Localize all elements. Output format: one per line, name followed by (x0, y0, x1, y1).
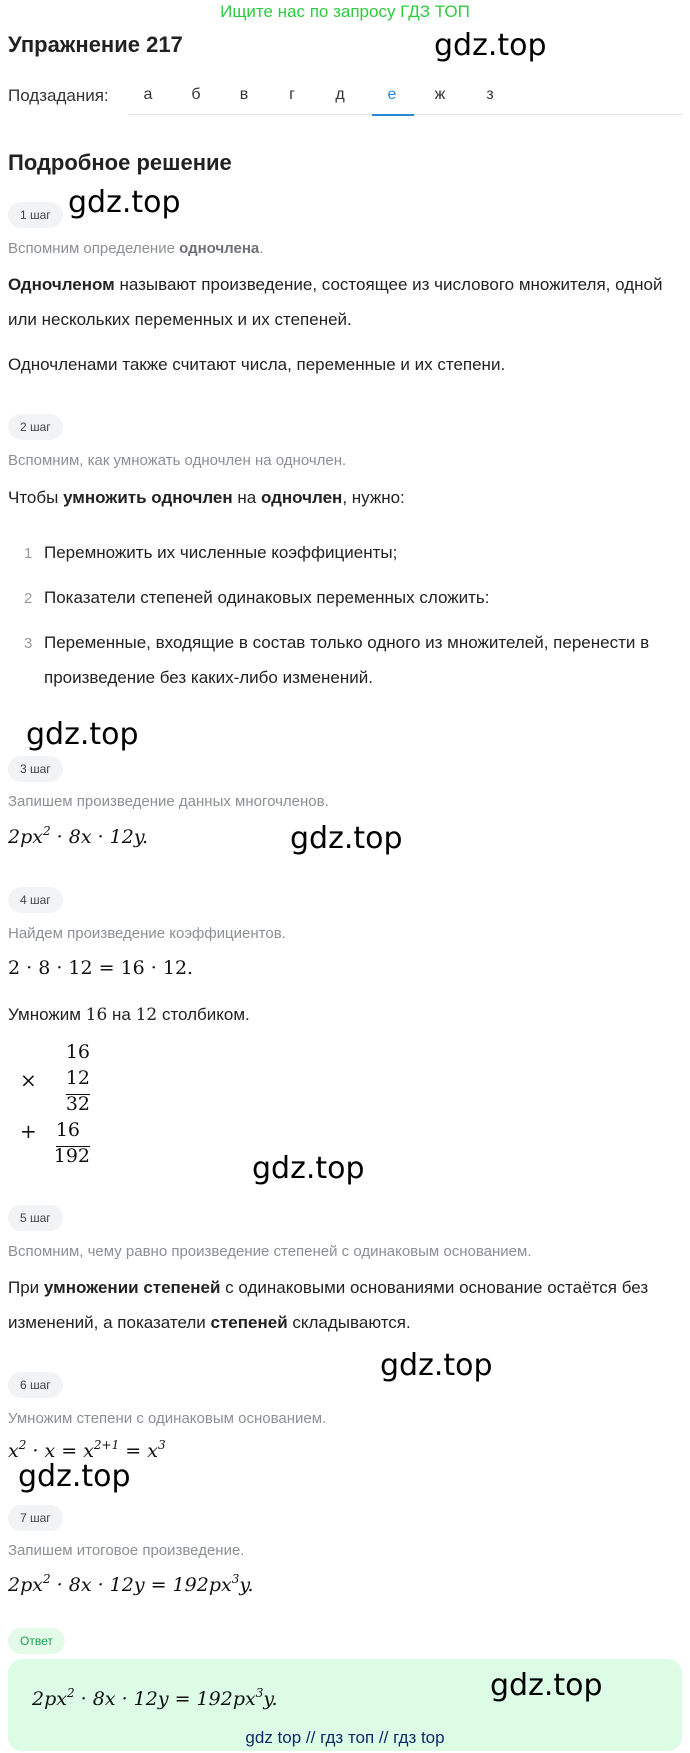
watermark: gdz.top (26, 717, 139, 752)
tab-g[interactable]: г (289, 86, 295, 103)
column-number: 12 (65, 1067, 90, 1089)
column-number: 16 (65, 1041, 90, 1063)
list-item: Перемножить их численные коэффициенты; (44, 543, 398, 562)
column-number: 16 (55, 1119, 80, 1141)
answer-expression: $2px^2 \cdot 8x \cdot 12y = 192px^3y$. (32, 1686, 278, 1710)
column-number: 192 (53, 1145, 90, 1167)
list-number: 2 (24, 590, 33, 607)
list-item: Переменные, входящие в состав только одного из множителей, перенести в произведение без каких-либо изменений. (44, 633, 650, 687)
watermark: gdz.top (434, 28, 547, 63)
tab-d[interactable]: д (335, 86, 345, 103)
paragraph: Одночленами также считают числа, переменные и их степени. (8, 355, 506, 374)
step-chip: 5 шаг (8, 1205, 63, 1231)
tab-b[interactable]: б (191, 86, 201, 103)
list-number: 3 (24, 635, 33, 652)
math-expression: $x^2 \cdot x = x^{2+1} = x^3$ (8, 1438, 166, 1462)
paragraph: Чтобы умножить одночлен на одночлен, нужно: (8, 488, 405, 507)
list-item: Показатели степеней одинаковых переменных сложить: (44, 588, 490, 607)
definition-paragraph: Одночленом называют произведение, состоящее из числового множителя, одной или нескольких переменных и их степеней. (8, 275, 663, 329)
math-expression: 2 · 8 · 12 = 16 · 12. (8, 957, 194, 979)
step-chip: 1 шаг (8, 202, 63, 228)
step-note: Вспомним, как умножать одночлен на одночлен. (8, 452, 347, 469)
watermark: gdz.top (380, 1348, 493, 1383)
plus-sign: + (20, 1119, 37, 1143)
step-note: Запишем произведение данных многочленов. (8, 793, 329, 810)
step-note: Найдем произведение коэффициентов. (8, 925, 286, 942)
step-chip: 7 шаг (8, 1505, 63, 1531)
multiply-sign: × (20, 1068, 37, 1092)
tab-a[interactable]: а (143, 86, 153, 103)
answer-chip: Ответ (8, 1628, 65, 1654)
tab-e-active[interactable]: е (387, 86, 397, 103)
tab-zh[interactable]: ж (434, 86, 446, 103)
active-tab-indicator (372, 114, 414, 116)
step-chip: 3 шаг (8, 756, 63, 782)
step-note: Запишем итоговое произведение. (8, 1542, 245, 1559)
paragraph: Умножим 16 на 12 столбиком. (8, 1005, 250, 1025)
section-title: Подробное решение (8, 150, 232, 175)
math-expression: $2px^2 \cdot 8x \cdot 12y = 192px^3y$. (8, 1572, 254, 1596)
math-expression: $2px^2 \cdot 8x \cdot 12y$. (8, 824, 149, 848)
page-title: Упражнение 217 (8, 32, 183, 57)
step-note: Умножим степени с одинаковым основанием. (8, 1410, 327, 1427)
paragraph: При умножении степеней с одинаковыми основаниями основание остаётся без изменений, а показатели степеней складываются. (8, 1278, 649, 1332)
promo-banner[interactable]: Ищите нас по запросу ГДЗ ТОП (220, 2, 470, 21)
list-number: 1 (24, 545, 33, 562)
watermark: gdz.top (490, 1668, 603, 1703)
step-chip: 4 шаг (8, 887, 63, 913)
watermark: gdz.top (290, 821, 403, 856)
step-chip: 6 шаг (8, 1372, 63, 1398)
watermark: gdz.top (252, 1151, 365, 1186)
step-note: Вспомним, чему равно произведение степеней с одинаковым основанием. (8, 1243, 532, 1260)
step-note: Вспомним определение одночлена. (8, 240, 264, 257)
subtasks-label: Подзадания: (8, 86, 109, 105)
tab-z[interactable]: з (486, 86, 494, 103)
tab-v[interactable]: в (239, 86, 249, 103)
footer-links[interactable]: gdz top // гдз топ // гдз top (245, 1728, 445, 1747)
subtask-tabs (128, 74, 683, 115)
watermark: gdz.top (68, 185, 181, 220)
watermark: gdz.top (18, 1459, 131, 1494)
column-number: 32 (65, 1093, 90, 1115)
step-chip: 2 шаг (8, 414, 63, 440)
